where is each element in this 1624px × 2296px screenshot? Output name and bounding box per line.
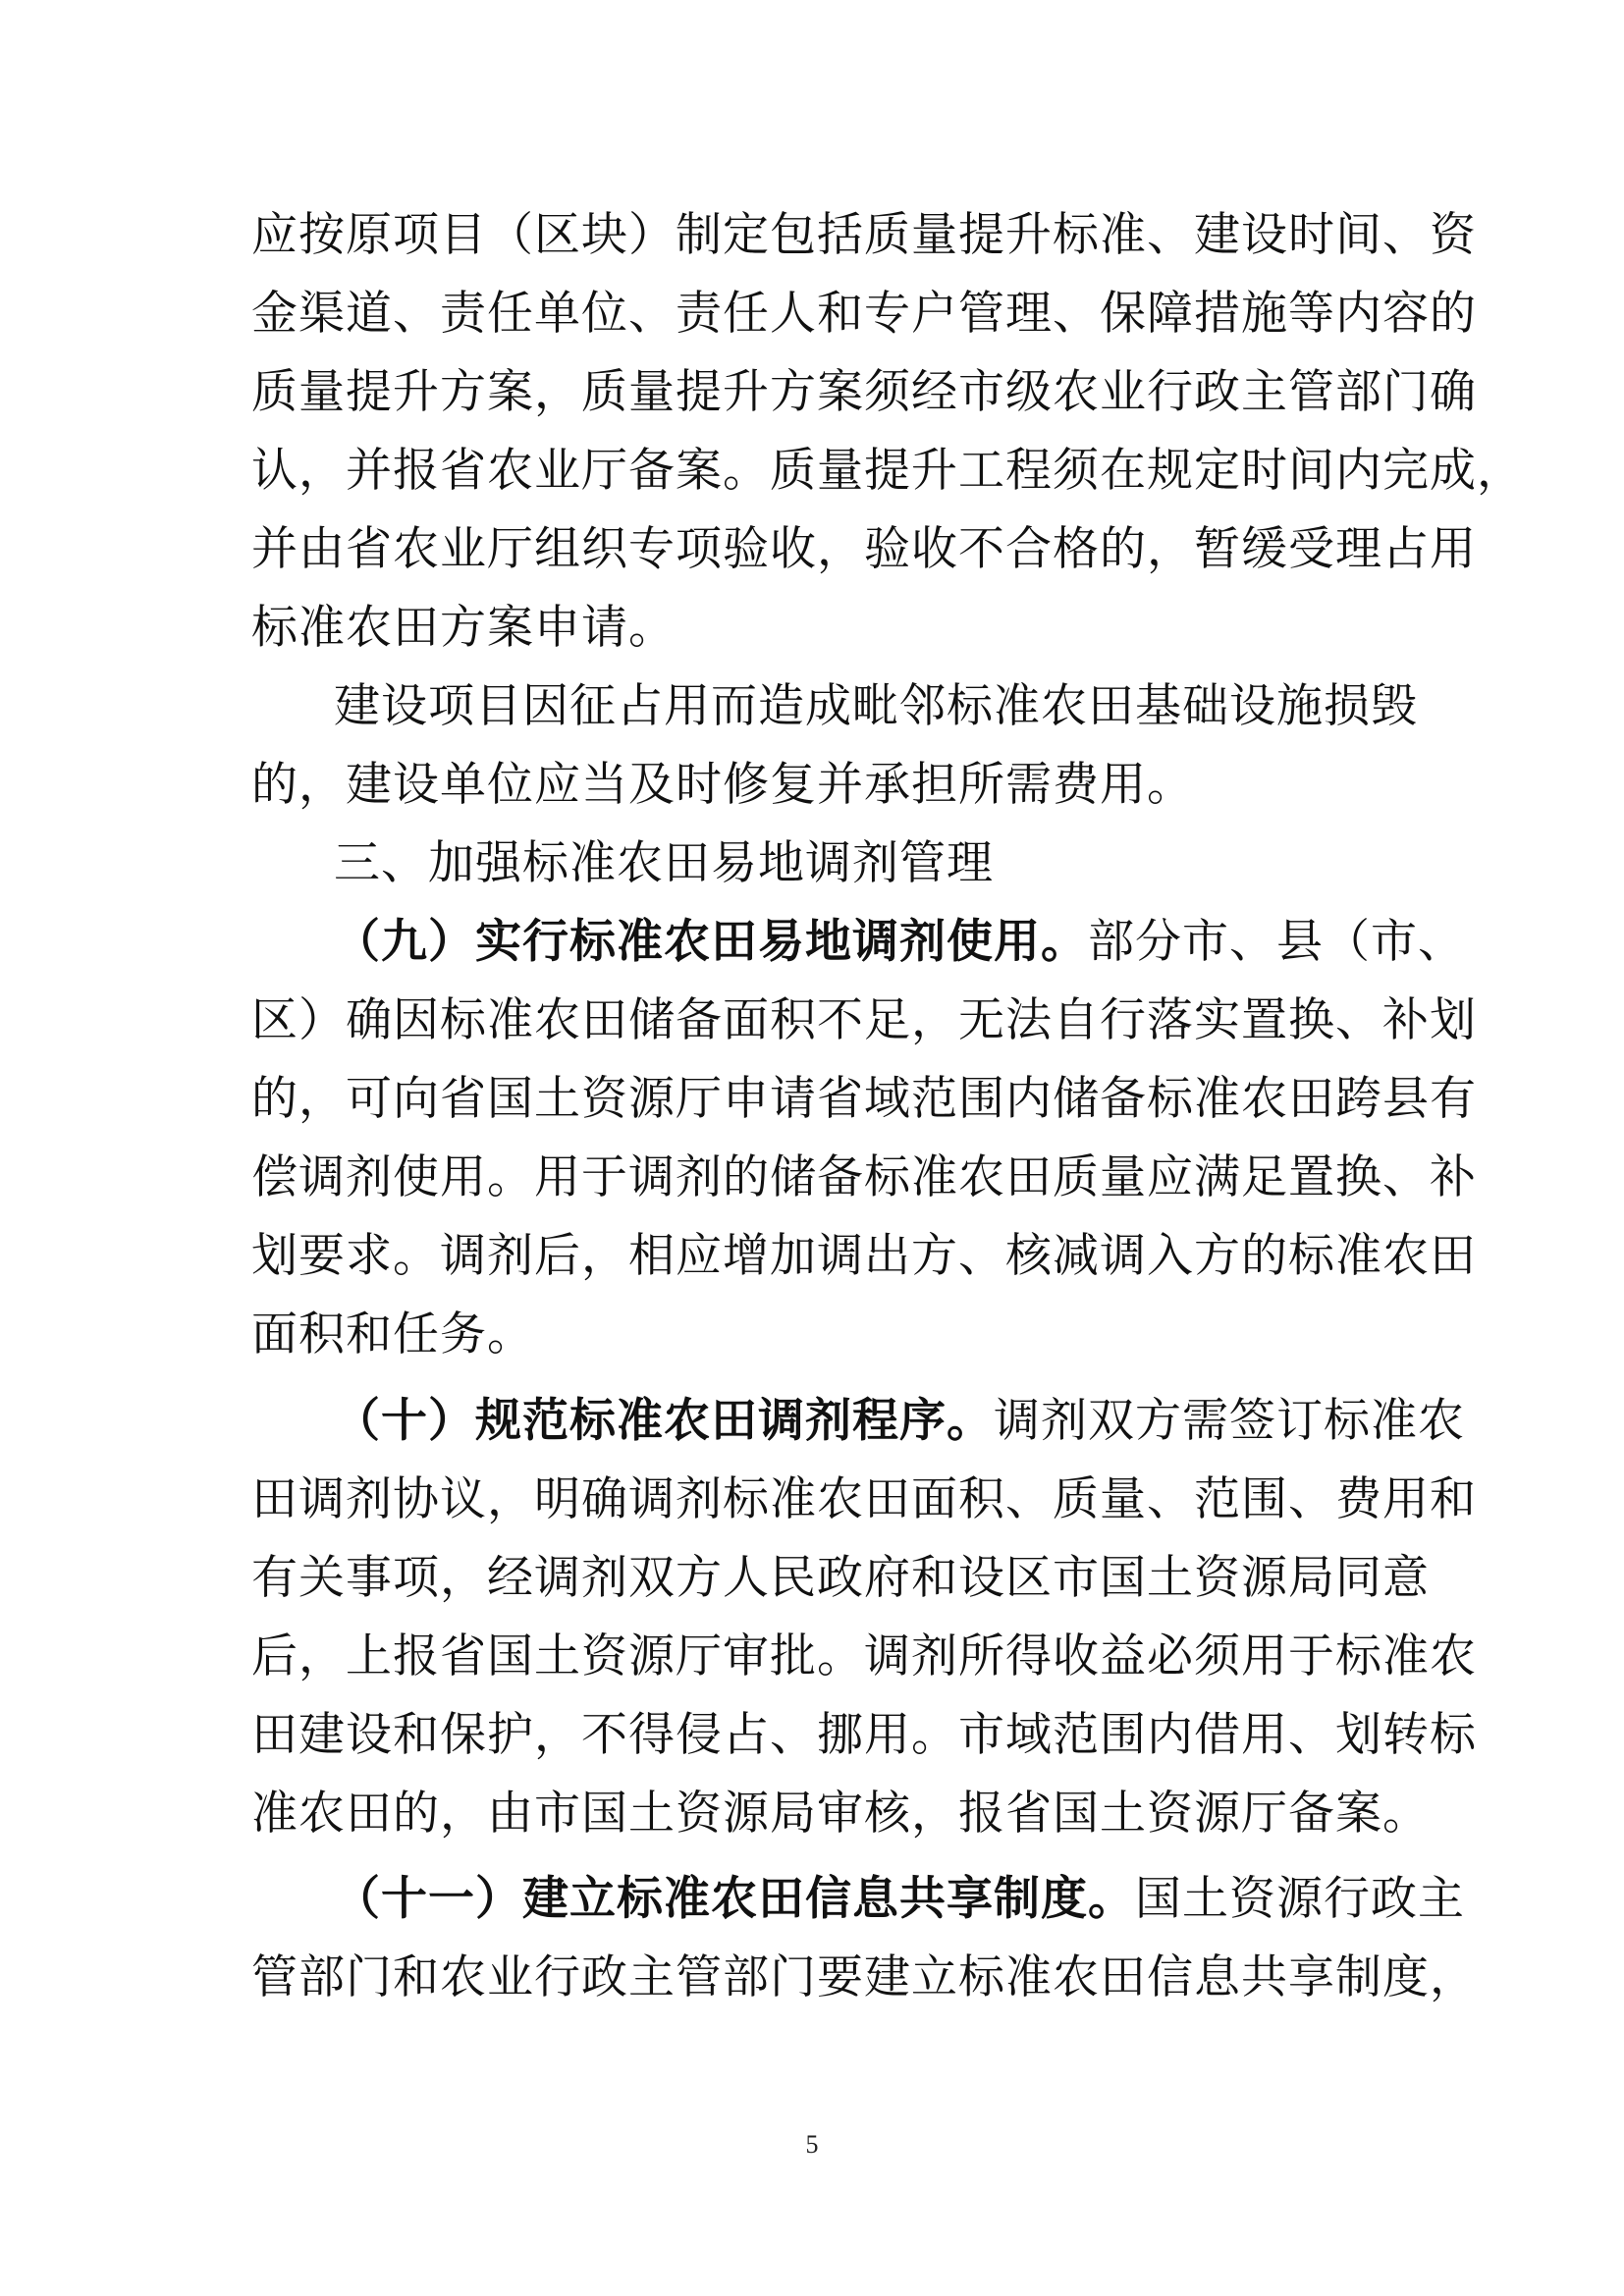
clause-text: 调剂双方需签订标准农 <box>994 1394 1465 1448</box>
section-heading: 三、加强标准农田易地调剂管理 <box>334 836 994 890</box>
paragraph-line: 质量提升方案，质量提升方案须经市级农业行政主管部门确 <box>251 365 1477 419</box>
page-number: 5 <box>805 2130 819 2159</box>
paragraph-line <box>334 1870 1465 1929</box>
paragraph-line: 偿调剂使用。用于调剂的储备标准农田质量应满足置换、补 <box>251 1150 1477 1204</box>
paragraph-line: 并由省农业厅组织专项验收，验收不合格的，暂缓受理占用 <box>251 522 1477 576</box>
paragraph-line: 准农田的，由市国土资源局审核，报省国土资源厅备案。 <box>251 1787 1430 1841</box>
paragraph-line: 区）确因标准农田储备面积不足，无法自行落实置换、补划 <box>251 993 1477 1047</box>
clause-text: 国土资源行政主 <box>1135 1872 1465 1926</box>
clause-title: （九）实行标准农田易地调剂使用。 <box>334 915 1088 969</box>
paragraph-line: 田调剂协议，明确调剂标准农田面积、质量、范围、费用和 <box>251 1472 1477 1526</box>
paragraph-line: 认，并报省农业厅备案。质量提升工程须在规定时间内完成， <box>251 444 1524 498</box>
paragraph-line: 田建设和保护，不得侵占、挪用。市域范围内借用、划转标 <box>251 1708 1477 1762</box>
paragraph-line: 标准农田方案申请。 <box>251 601 676 655</box>
paragraph-line: 后，上报省国土资源厅审批。调剂所得收益必须用于标准农 <box>251 1629 1477 1683</box>
paragraph-line: 的，可向省国土资源厅申请省域范围内储备标准农田跨县有 <box>251 1072 1477 1126</box>
paragraph-line: 划要求。调剂后，相应增加调出方、核减调入方的标准农田 <box>251 1229 1477 1283</box>
paragraph-line: 有关事项，经调剂双方人民政府和设区市国土资源局同意 <box>251 1551 1430 1605</box>
clause-text: 部分市、县（市、 <box>1088 915 1465 969</box>
clause-title: （十一）建立标准农田信息共享制度。 <box>334 1872 1135 1926</box>
paragraph-line <box>334 1392 1465 1451</box>
paragraph-line: 建设项目因征占用而造成毗邻标准农田基础设施损毁 <box>334 679 1418 733</box>
paragraph-line: 金渠道、责任单位、责任人和专户管理、保障措施等内容的 <box>251 287 1477 341</box>
paragraph-line: 应按原项目（区块）制定包括质量提升标准、建设时间、资 <box>251 208 1477 262</box>
paragraph-line: 面积和任务。 <box>251 1308 534 1362</box>
paragraph-line <box>334 913 1465 972</box>
paragraph-line: 管部门和农业行政主管部门要建立标准农田信息共享制度， <box>251 1950 1477 2004</box>
clause-title: （十）规范标准农田调剂程序。 <box>334 1394 994 1448</box>
paragraph-line: 的，建设单位应当及时修复并承担所需费用。 <box>251 758 1194 812</box>
